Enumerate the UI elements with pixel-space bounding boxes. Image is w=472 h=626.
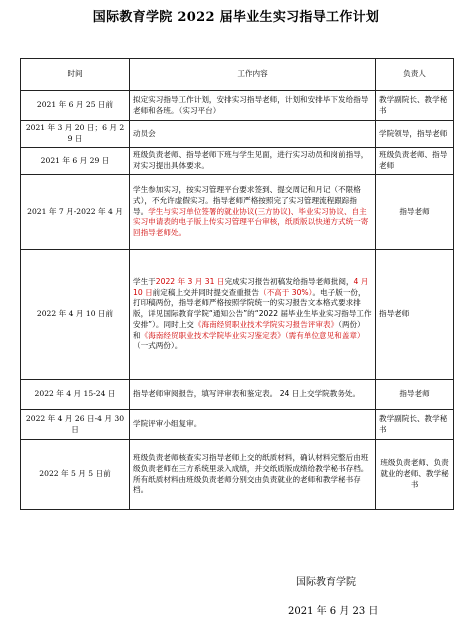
table-row [21, 175, 454, 250]
content-text: 班级负责老师核查实习指导老师上交的纸质材料，确认材料完整后由班级负责老师在三方系统里录入成绩，并交纸质版成绩给教学秘书存档。所有纸质材料由班级负责老师分别交由负责就业的老师和教学秘书存档。 [133, 452, 369, 495]
row-responsible: 指导老师 [376, 175, 454, 250]
plan-table [20, 58, 454, 510]
header-content: 工作内容 [130, 59, 376, 91]
row-time: 2021 年 6 月 25 日前 [21, 91, 130, 121]
row-content [130, 250, 376, 380]
row-content [130, 91, 376, 121]
content-text: 动员会 [133, 128, 156, 138]
content-highlight: 学生与实习单位签署的就业协议(三方协议)、毕业实习协议、自主实习申请表的电子版上传实习管理平台审核，纸质版以快递方式统一寄回指导老师处。 [133, 206, 369, 238]
table-row [21, 380, 454, 410]
content-highlight: 《海南经贸职业技术学院实习报告评审表》 [193, 319, 339, 329]
row-content [130, 440, 376, 510]
row-time: 2022 年 4 月 10 日前 [21, 250, 130, 380]
table-header-row [21, 59, 454, 91]
table-row [21, 91, 454, 121]
content-text: （两份）和 [133, 319, 365, 340]
content-highlight: 2022 年 3 月 31 日 [155, 276, 225, 286]
page-title: 国际教育学院 2022 届毕业生实习指导工作计划 [92, 10, 380, 25]
row-time: 2021 年 3 月 20 日；6 月 29 日 [21, 121, 130, 148]
row-content [130, 410, 376, 440]
signature-org: 国际教育学院 [296, 577, 356, 588]
row-content [130, 175, 376, 250]
content-text: 学院评审小组复审。 [133, 419, 202, 429]
content-text: 指导老师审阅报告，填写评审表和鉴定表。 24 日上交学院教务处。 [133, 389, 361, 399]
row-responsible: 班级负责老师、指导老师 [376, 148, 454, 175]
row-responsible: 学院领导，指导老师 [376, 121, 454, 148]
row-time: 2022 年 4 月 26 日-4 月 30 日 [21, 410, 130, 440]
row-responsible: 指导老师 [376, 250, 454, 380]
row-content [130, 121, 376, 148]
content-highlight: 4 月 10 日 [133, 276, 369, 297]
row-time: 2022 年 5 月 5 日前 [21, 440, 130, 510]
row-time: 2021 年 6 月 29 日 [21, 148, 130, 175]
content-text: 前定稿上交并同时提交查重报告 [152, 287, 259, 297]
row-content [130, 380, 376, 410]
row-time: 2021 年 7 月-2022 年 4 月 [21, 175, 130, 250]
table-row [21, 440, 454, 510]
content-text: （一式两份）。 [133, 341, 183, 351]
header-time: 时间 [21, 59, 130, 91]
content-text: 班级负责老师、指导老师下班与学生见面，进行实习动员和岗前指导，对实习提出具体要求。 [133, 150, 369, 170]
content-highlight: 《海南经贸职业技术学院毕业实习鉴定表》（需有单位意见和盖章） [140, 330, 365, 340]
content-text: 拟定实习指导工作计划，安排实习指导老师，计划和安排毕下发给指导老师和各班。（实习平台） [133, 94, 369, 115]
row-time: 2022 年 4 月 15-24 日 [21, 380, 130, 410]
content-text: 完成实习报告初稿发给指导老师批阅， [224, 276, 354, 286]
row-responsible: 指导老师 [376, 380, 454, 410]
header-responsible: 负责人 [376, 59, 454, 91]
table-row [21, 121, 454, 148]
table-row [21, 148, 454, 175]
row-responsible: 教学副院长、教学秘书 [376, 410, 454, 440]
row-responsible: 教学副院长、教学秘书 [376, 91, 454, 121]
row-content [130, 148, 376, 175]
content-highlight: （不高于 30%） [258, 287, 313, 297]
signature-date: 2021 年 6 月 23 日 [288, 606, 379, 617]
content-text: 学生参加实习，按实习管理平台要求签到、提交周记和月记（不限格式），不允许虚假实习。指导老师严格按照完了实习管理流程跟踪指导。 [133, 185, 361, 216]
table-row [21, 250, 454, 380]
row-responsible: 班级负责老师、负责就业的老师、教学秘书 [376, 440, 454, 510]
table-row [21, 410, 454, 440]
content-text: 。电子版一份，打印稿两份，指导老师严格按照学院统一的实习报告文本格式要求排版，详见国际教育学院“通知公告”的“2022 届毕业生毕业实习指导工作安排”）。同时上交 [133, 287, 372, 329]
content-text: 学生于 [133, 276, 156, 286]
